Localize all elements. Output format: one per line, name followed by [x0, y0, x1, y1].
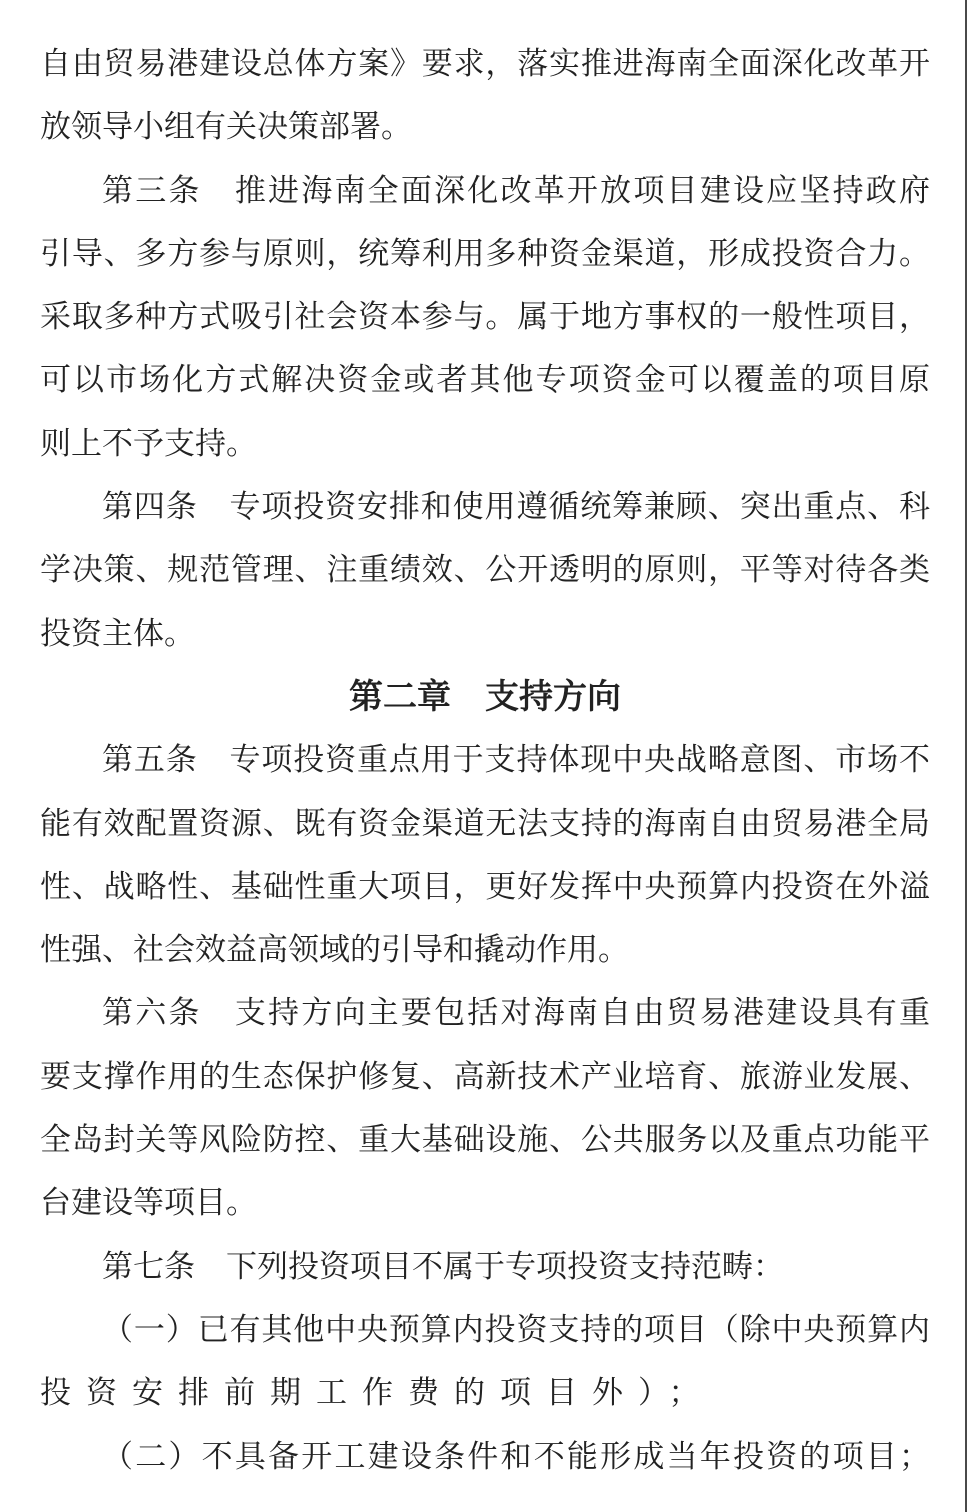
document-line: 性、战略性、基础性重大项目，更好发挥中央预算内投资在外溢	[40, 868, 930, 905]
chapter-heading: 第二章 支持方向	[349, 676, 621, 717]
document-line: 学决策、规范管理、注重绩效、公开透明的原则，平等对待各类	[40, 552, 930, 589]
document-line: 要支撑作用的生态保护修复、高新技术产业培育、旅游业发展、	[40, 1058, 930, 1095]
document-line: 投资安排前期工作费的项目外）；	[40, 1375, 715, 1412]
document-line: 则上不予支持。	[40, 425, 257, 462]
document-line: 第五条 专项投资重点用于支持体现中央战略意图、市场不	[102, 742, 930, 779]
document-line: 投资主体。	[40, 615, 195, 652]
page-edge-line	[965, 0, 967, 1512]
document-line: 自由贸易港建设总体方案》要求，落实推进海南全面深化改革开	[40, 46, 930, 82]
document-line: 采取多种方式吸引社会资本参与。属于地方事权的一般性项目，	[40, 299, 930, 336]
document-line: 性强、社会效益高领域的引导和撬动作用。	[40, 932, 629, 969]
document-line: （一）已有其他中央预算内投资支持的项目（除中央预算内	[102, 1311, 930, 1348]
document-line: 台建设等项目。	[40, 1185, 257, 1222]
document-line: 第三条 推进海南全面深化改革开放项目建设应坚持政府	[102, 172, 930, 209]
document-line: （二）不具备开工建设条件和不能形成当年投资的项目；	[102, 1438, 930, 1475]
document-line: 全岛封关等风险防控、重大基础设施、公共服务以及重点功能平	[40, 1122, 930, 1159]
document-line: 引导、多方参与原则，统筹利用多种资金渠道，形成投资合力。	[40, 235, 930, 272]
document-line: 第四条 专项投资安排和使用遵循统筹兼顾、突出重点、科	[102, 489, 930, 526]
document-line: 放领导小组有关决策部署。	[40, 109, 412, 146]
document-lines	[40, 33, 930, 1489]
document-line: 可以市场化方式解决资金或者其他专项资金可以覆盖的项目原	[40, 362, 930, 399]
document-line: 能有效配置资源、既有资金渠道无法支持的海南自由贸易港全局	[40, 805, 930, 842]
document-line: 第六条 支持方向主要包括对海南自由贸易港建设具有重	[102, 995, 930, 1032]
document-line: 第七条 下列投资项目不属于专项投资支持范畴：	[102, 1248, 784, 1285]
